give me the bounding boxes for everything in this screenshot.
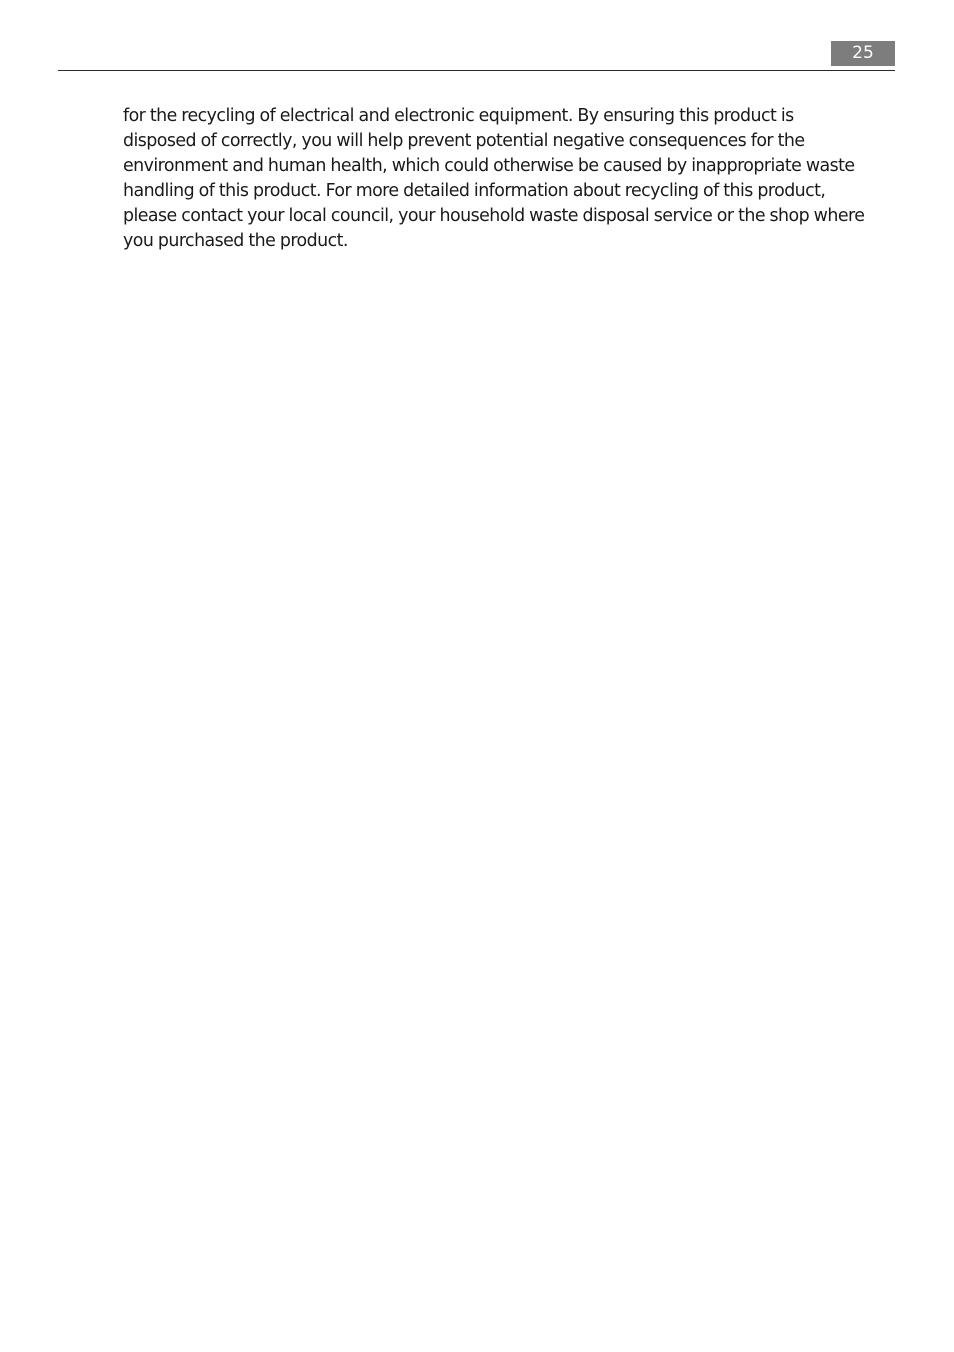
- paragraph-line: environment and human health, which could otherwise be caused by inappropriate waste: [123, 156, 855, 176]
- header-divider: [58, 70, 895, 71]
- paragraph-line: for the recycling of electrical and electronic equipment. By ensuring this product is: [123, 106, 794, 126]
- paragraph-line: you purchased the product.: [123, 231, 348, 251]
- body-paragraph: [123, 104, 895, 254]
- paragraph-line: disposed of correctly, you will help prevent potential negative consequences for the: [123, 131, 805, 151]
- paragraph-line: please contact your local council, your household waste disposal service or the shop where: [123, 206, 865, 226]
- page-number: 25: [831, 41, 895, 66]
- paragraph-line: handling of this product. For more detailed information about recycling of this product,: [123, 181, 826, 201]
